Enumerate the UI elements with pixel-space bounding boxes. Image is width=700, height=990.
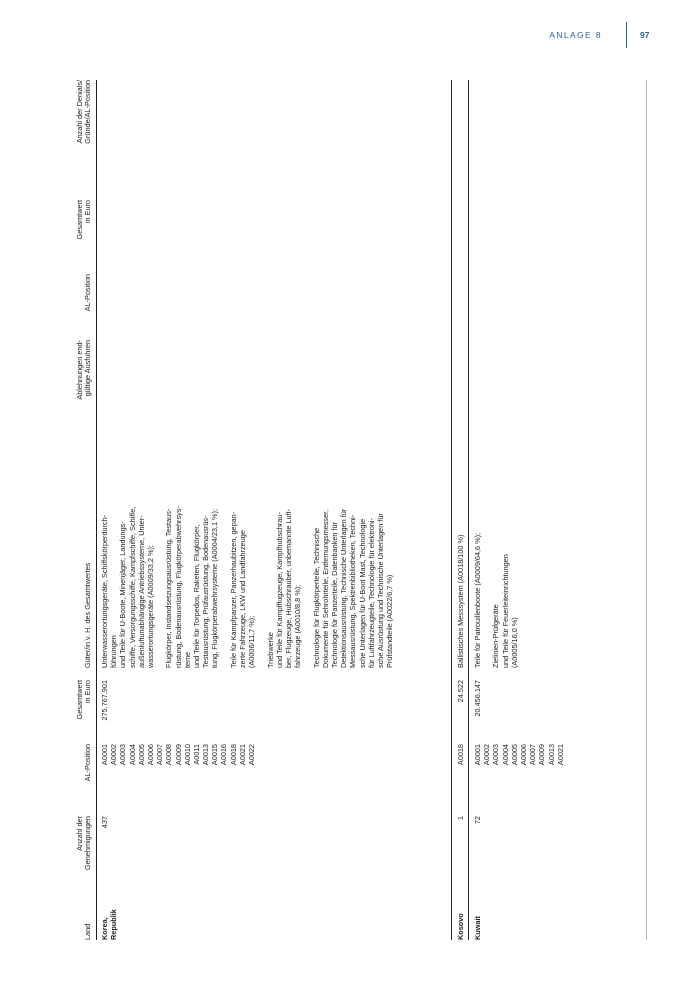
col-al-position-2: AL-Position bbox=[83, 274, 93, 312]
goods-line: Dokumente für Sehrohrteile, Entfernungsmesser, bbox=[320, 509, 330, 668]
goods-line: Ballistisches Messsystem (A0018/100 %) bbox=[456, 534, 465, 668]
al-position-item: A0002 bbox=[109, 744, 119, 766]
col-gueter: Güter/in v. H. des Gesamtwertes bbox=[83, 562, 93, 668]
al-position-item: A0004 bbox=[127, 744, 137, 766]
col-land: Land bbox=[83, 923, 93, 940]
approval-count: 1 bbox=[456, 816, 465, 821]
table-row-korea bbox=[96, 80, 451, 940]
goods-line: und Teile für U-Boote, Minenjäger, Landungs- bbox=[118, 521, 128, 668]
col-denials: Anzahl der Denials/ Gründe/AL-Position bbox=[74, 80, 93, 144]
goods-block bbox=[312, 424, 395, 668]
goods-line: teme bbox=[182, 651, 192, 668]
al-position-item: A0005 bbox=[136, 744, 146, 766]
approval-count: 437 bbox=[100, 816, 109, 829]
total-value: 275.767.901 bbox=[100, 680, 109, 721]
country-name: Kosovo bbox=[456, 913, 465, 940]
goods-block bbox=[100, 424, 155, 668]
goods-line: ber, Flugzeuge, Hubschrauber, unbemannte Luft- bbox=[284, 508, 294, 668]
col-ablehnungen: Ablehnungen end- gültige Ausfuhren bbox=[74, 340, 93, 400]
goods-line: sche Ausrüstung und Technische Unterlagen für bbox=[376, 513, 386, 668]
al-position-item: A0009 bbox=[537, 744, 547, 766]
goods-line: Messausrüstung, Spektrenbibliotheken, Techni- bbox=[348, 514, 358, 668]
country-name: Kuwait bbox=[473, 916, 482, 940]
goods-line: fahrzeuge (A0010/8,8 %); bbox=[293, 584, 303, 668]
goods-line: Prüfstandteile (A0022/6,7 %) bbox=[385, 574, 395, 668]
al-position-list bbox=[100, 744, 256, 808]
al-position-item: A0001 bbox=[473, 744, 482, 766]
goods-line: und Teile für Feuerleiteinrichtungen bbox=[500, 554, 510, 668]
al-position-item: A0008 bbox=[164, 744, 174, 766]
al-position-item: A0015 bbox=[210, 744, 220, 766]
goods-line: Triebwerke bbox=[265, 632, 275, 668]
col-al-position: AL-Position bbox=[83, 744, 93, 782]
goods-line: und Teile für Torpedos, Raketen, Flugkörper, bbox=[192, 524, 202, 668]
goods-line: für Luftfahrzeugteile, Technologie für elektroni- bbox=[366, 518, 376, 668]
al-position-item: A0006 bbox=[518, 744, 528, 766]
al-position-item: A0002 bbox=[482, 744, 492, 766]
table-row-kuwait bbox=[469, 80, 639, 940]
goods-block bbox=[229, 424, 257, 668]
goods-line: rüstung, Bodenausrüstung, Flugkörperabwehrsys- bbox=[173, 506, 183, 668]
goods-line: (A0005/16,0 %) bbox=[509, 617, 519, 668]
col-gesamtwert-2: Gesamtwert in Euro bbox=[74, 200, 93, 240]
al-position-item: A0022 bbox=[247, 744, 256, 766]
goods-line: Teile für Kampfpanzer, Panzerhaubitzen, gepan- bbox=[228, 511, 238, 668]
al-position-item: A0011 bbox=[191, 744, 201, 765]
al-position-item: A0001 bbox=[100, 744, 109, 766]
al-position-item: A0021 bbox=[555, 744, 565, 766]
al-position-item: A0021 bbox=[237, 744, 247, 766]
al-position-list bbox=[456, 744, 465, 808]
al-position-item: A0016 bbox=[219, 744, 229, 766]
goods-line: schiffe, Versorgungsschiffe, Kampfschiffe, Schiffe, bbox=[127, 506, 137, 668]
al-position-item: A0010 bbox=[182, 744, 192, 766]
goods-block bbox=[164, 424, 219, 668]
page-number: 97 bbox=[640, 30, 650, 40]
al-position-list bbox=[473, 744, 565, 808]
goods-line: Technologie für Panzerteile, Datenbanken für bbox=[330, 521, 340, 668]
annex-label: ANLAGE 8 bbox=[549, 30, 602, 40]
al-position-item: A0007 bbox=[528, 744, 538, 766]
row-divider bbox=[646, 80, 647, 940]
goods-line: wasserortungsgeräte (A0009/33,2 %); bbox=[146, 545, 156, 668]
goods-line: (A0006/11,7 %); bbox=[247, 615, 257, 668]
goods-line: tung, Flugkörperabwehrsysteme (A0004/23,1 %); bbox=[210, 509, 220, 668]
approval-count: 72 bbox=[473, 816, 482, 825]
goods-line: Technologie für Flugkörperteile, Technische bbox=[311, 527, 321, 668]
goods-line: Teile für Patrouillenboote (A0009/64,6 %); bbox=[473, 532, 482, 668]
col-genehmigungen: Anzahl der Genehmigungen bbox=[74, 816, 93, 870]
al-position-item: A0003 bbox=[118, 744, 128, 766]
al-position-item: A0018 bbox=[228, 744, 238, 766]
goods-line: Zielinien-Prüfgeräte bbox=[491, 604, 501, 668]
al-position-item: A0018 bbox=[456, 744, 465, 766]
total-value: 20.456.147 bbox=[473, 680, 482, 717]
al-position-item: A0013 bbox=[546, 744, 556, 766]
export-table bbox=[70, 80, 650, 940]
col-gesamtwert: Gesamtwert in Euro bbox=[74, 680, 93, 720]
goods-description bbox=[473, 424, 528, 668]
goods-line: Testausrüstung, Prüfausrüstung, Bodenausrüs- bbox=[201, 515, 211, 668]
goods-line: und Teile für Kampfflugzeuge, Kampfhubschrau- bbox=[274, 512, 284, 668]
goods-line: Detektionsausrüstung, Technische Unterlagen für bbox=[339, 508, 349, 668]
header-divider bbox=[626, 22, 627, 48]
table-row-kosovo bbox=[452, 80, 467, 940]
total-value: 24.522 bbox=[456, 680, 465, 703]
al-position-item: A0007 bbox=[155, 744, 165, 766]
goods-description bbox=[100, 424, 404, 668]
goods-line: führungen bbox=[109, 635, 119, 668]
al-position-item: A0013 bbox=[201, 744, 211, 766]
goods-line: zerte Fahrzeuge, LKW und Landfahrzeuge bbox=[238, 530, 248, 668]
goods-block bbox=[491, 424, 519, 668]
goods-line: sche Unterlagen für U-Boot Mast, Technologie bbox=[357, 518, 367, 668]
al-position-item: A0005 bbox=[509, 744, 519, 766]
al-position-item: A0004 bbox=[500, 744, 510, 766]
al-position-item: A0003 bbox=[491, 744, 501, 766]
goods-line: Flugkörper, Instandsetzungsausrüstung, Testaus- bbox=[164, 508, 174, 668]
page-header bbox=[0, 0, 700, 70]
country-name: Korea, Republik bbox=[100, 909, 119, 940]
goods-block bbox=[266, 424, 303, 668]
goods-block bbox=[456, 424, 465, 668]
table-header bbox=[70, 80, 97, 940]
al-position-item: A0009 bbox=[173, 744, 183, 766]
goods-block bbox=[473, 424, 482, 668]
goods-line: außenluftunabhängige Antriebssysteme, Unter- bbox=[136, 515, 146, 668]
goods-line: Unterwasserortungsgeräte, Schiffskörperdurch- bbox=[100, 514, 109, 668]
al-position-item: A0006 bbox=[145, 744, 155, 766]
